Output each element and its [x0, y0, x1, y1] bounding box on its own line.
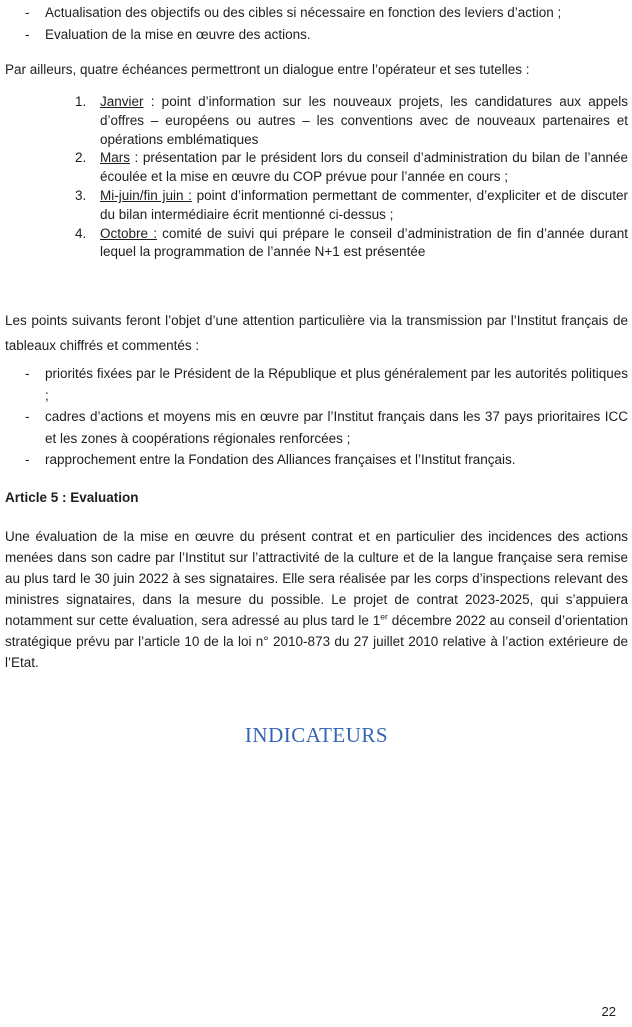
dash-marker: -: [25, 27, 30, 42]
list-item: [5, 149, 628, 187]
list-item-text: point d’information permettant de commenter, d’expliciter et de discuter du bilan intermédiaire écrit mentionné ci-dessus ;: [100, 187, 629, 222]
paragraph-points-intro: Les points suivants feront l’objet d’une attention particulière via la transmission par l’Institut français de tableaux chiffrés et commentés :: [5, 313, 628, 354]
paragraph-text: Une évaluation de la mise en œuvre du présent contrat et en particulier des incidences des actions menées dans son cadre par l’Institut sur l’attractivité de la culture et de la langue française sera remise au plus tard le 30 juin 2022 à ses signataires. Elle sera réalisée par les corps d’inspections relevant des ministres signataires, dans la mesure du possible. Le projet de contrat 2023-2025, qui s’appuiera notamment sur cette évaluation, sera adressé au plus tard le 1: [5, 528, 628, 628]
article5-paragraph: [5, 526, 628, 673]
list-number: 3.: [75, 187, 87, 203]
paragraph-text: décembre 2022 au conseil d’orientation stratégique prévu par l’article 10 de la loi n° 2010-873 du 27 juillet 2010 relative à l’action extérieure de l’Etat.: [5, 612, 628, 670]
schedule-label: Octobre :: [100, 225, 157, 241]
list-item-text: Actualisation des objectifs ou des cibles si nécessaire en fonction des leviers d’action ;: [45, 5, 562, 20]
schedule-numbered-list: [5, 93, 628, 262]
list-number: 2.: [75, 150, 87, 166]
list-item: [5, 24, 628, 46]
list-item-text: priorités fixées par le Président de la République et plus généralement par les autorités politiques ;: [45, 366, 628, 403]
list-item-text: cadres d’actions et moyens mis en œuvre par l’Institut français dans les 37 pays prioritaires ICC et les zones à coopérations régionales renforcées ;: [45, 409, 628, 446]
paragraph-dialogue: Par ailleurs, quatre échéances permettront un dialogue entre l’opérateur et ses tutelles :: [5, 62, 530, 77]
list-item: [5, 187, 628, 225]
schedule-label: Mi-juin/fin juin :: [100, 187, 192, 203]
list-item-text: Evaluation de la mise en œuvre des actions.: [45, 27, 311, 42]
list-item: [5, 406, 628, 449]
list-number: 4.: [75, 225, 87, 241]
list-item-text: : point d’information sur les nouveaux projets, les candidatures aux appels d’offres – européens ou autres – les conventions avec de nouveaux partenaires et opérations emblématiques: [100, 94, 628, 147]
dash-marker: -: [25, 409, 30, 425]
list-item-text: rapprochement entre la Fondation des Alliances françaises et l’Institut français.: [45, 452, 516, 468]
points-bullet-list: [5, 363, 628, 471]
list-item: [5, 225, 628, 263]
intro-bullet-list: [5, 2, 628, 46]
page-number: 22: [601, 1004, 616, 1019]
schedule-label: Mars: [100, 150, 130, 166]
indicateurs-section-heading: INDICATEURS: [244, 722, 389, 747]
dash-marker: -: [25, 452, 30, 468]
list-item: [5, 363, 628, 406]
list-item: [5, 449, 628, 471]
schedule-label: Janvier: [100, 94, 144, 109]
dash-marker: -: [25, 5, 30, 20]
list-item: [5, 2, 628, 24]
list-item-text: : présentation par le président lors du conseil d’administration du bilan de l’année écoulée et la mise en œuvre du COP prévue pour l’année en cours ;: [100, 150, 628, 185]
list-item-text: comité de suivi qui prépare le conseil d’administration de fin d’année durant lequel la programmation de l’année N+1 est présentée: [100, 225, 628, 260]
list-number: 1.: [75, 94, 87, 109]
list-item: [5, 93, 628, 149]
dash-marker: -: [25, 366, 30, 382]
article5-heading: Article 5 : Evaluation: [5, 489, 139, 505]
superscript-er: er: [380, 611, 388, 622]
